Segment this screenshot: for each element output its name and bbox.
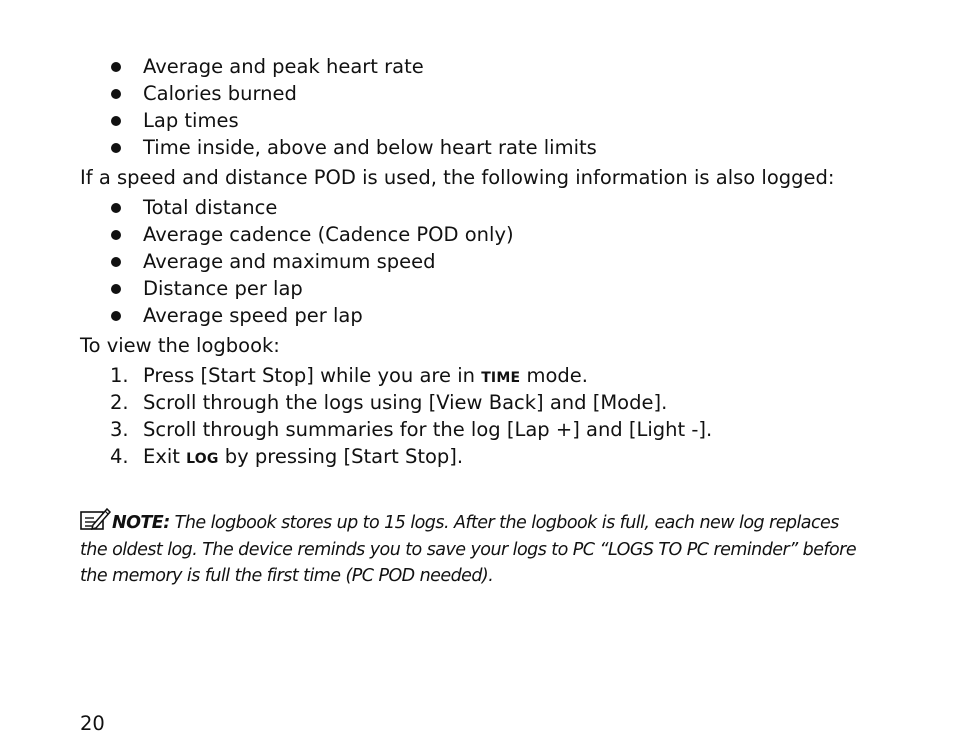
bullet-icon	[111, 203, 121, 213]
list-item-text: Lap times	[143, 109, 239, 132]
mode-keyword: TIME	[481, 370, 521, 386]
note-line: the memory is full the first time (PC POD needed).	[80, 566, 494, 586]
bullet-icon	[111, 62, 121, 72]
step-text-pre: Press [Start Stop] while you are in	[143, 364, 482, 387]
bullet-icon	[111, 89, 121, 99]
paragraph-pod-info: If a speed and distance POD is used, the following information is also logged:	[80, 166, 835, 189]
list-item-text: Time inside, above and below heart rate limits	[143, 136, 597, 159]
mode-keyword: LOG	[186, 451, 219, 467]
step-number: 4.	[110, 445, 129, 468]
step-text-pre: Exit	[143, 445, 187, 468]
bullet-icon	[111, 230, 121, 240]
step-text	[143, 445, 463, 471]
step-text: Scroll through the logs using [View Back] and [Mode].	[143, 391, 668, 414]
note-label: NOTE:	[112, 513, 170, 533]
note-block	[80, 506, 880, 590]
page-number: 20	[80, 712, 105, 735]
step-text-post: mode.	[520, 364, 588, 387]
step-number: 2.	[110, 391, 129, 414]
list-item-text: Average speed per lap	[143, 304, 363, 327]
step-number: 1.	[110, 364, 129, 387]
step-text	[143, 364, 588, 390]
bullet-icon	[111, 257, 121, 267]
step-text-post: by pressing [Start Stop].	[218, 445, 464, 468]
note-line	[80, 506, 880, 537]
list-item-text: Calories burned	[143, 82, 297, 105]
paragraph-view-logbook: To view the logbook:	[80, 334, 280, 357]
list-item-text: Average cadence (Cadence POD only)	[143, 223, 514, 246]
note-line: the oldest log. The device reminds you to save your logs to PC “LOGS TO PC reminder” before	[80, 539, 857, 560]
step-text: Scroll through summaries for the log [Lap +] and [Light -].	[143, 418, 713, 441]
list-item-text: Average and maximum speed	[143, 250, 436, 273]
bullet-icon	[111, 143, 121, 153]
list-item-text: Total distance	[143, 196, 278, 219]
step-number: 3.	[110, 418, 129, 441]
bullet-icon	[111, 116, 121, 126]
note-text: The logbook stores up to 15 logs. After the logbook is full, each new log replaces	[169, 513, 839, 533]
note-pencil-icon	[80, 506, 112, 532]
bullet-icon	[111, 311, 121, 321]
bullet-icon	[111, 284, 121, 294]
list-item-text: Average and peak heart rate	[143, 55, 424, 78]
list-item-text: Distance per lap	[143, 277, 303, 300]
